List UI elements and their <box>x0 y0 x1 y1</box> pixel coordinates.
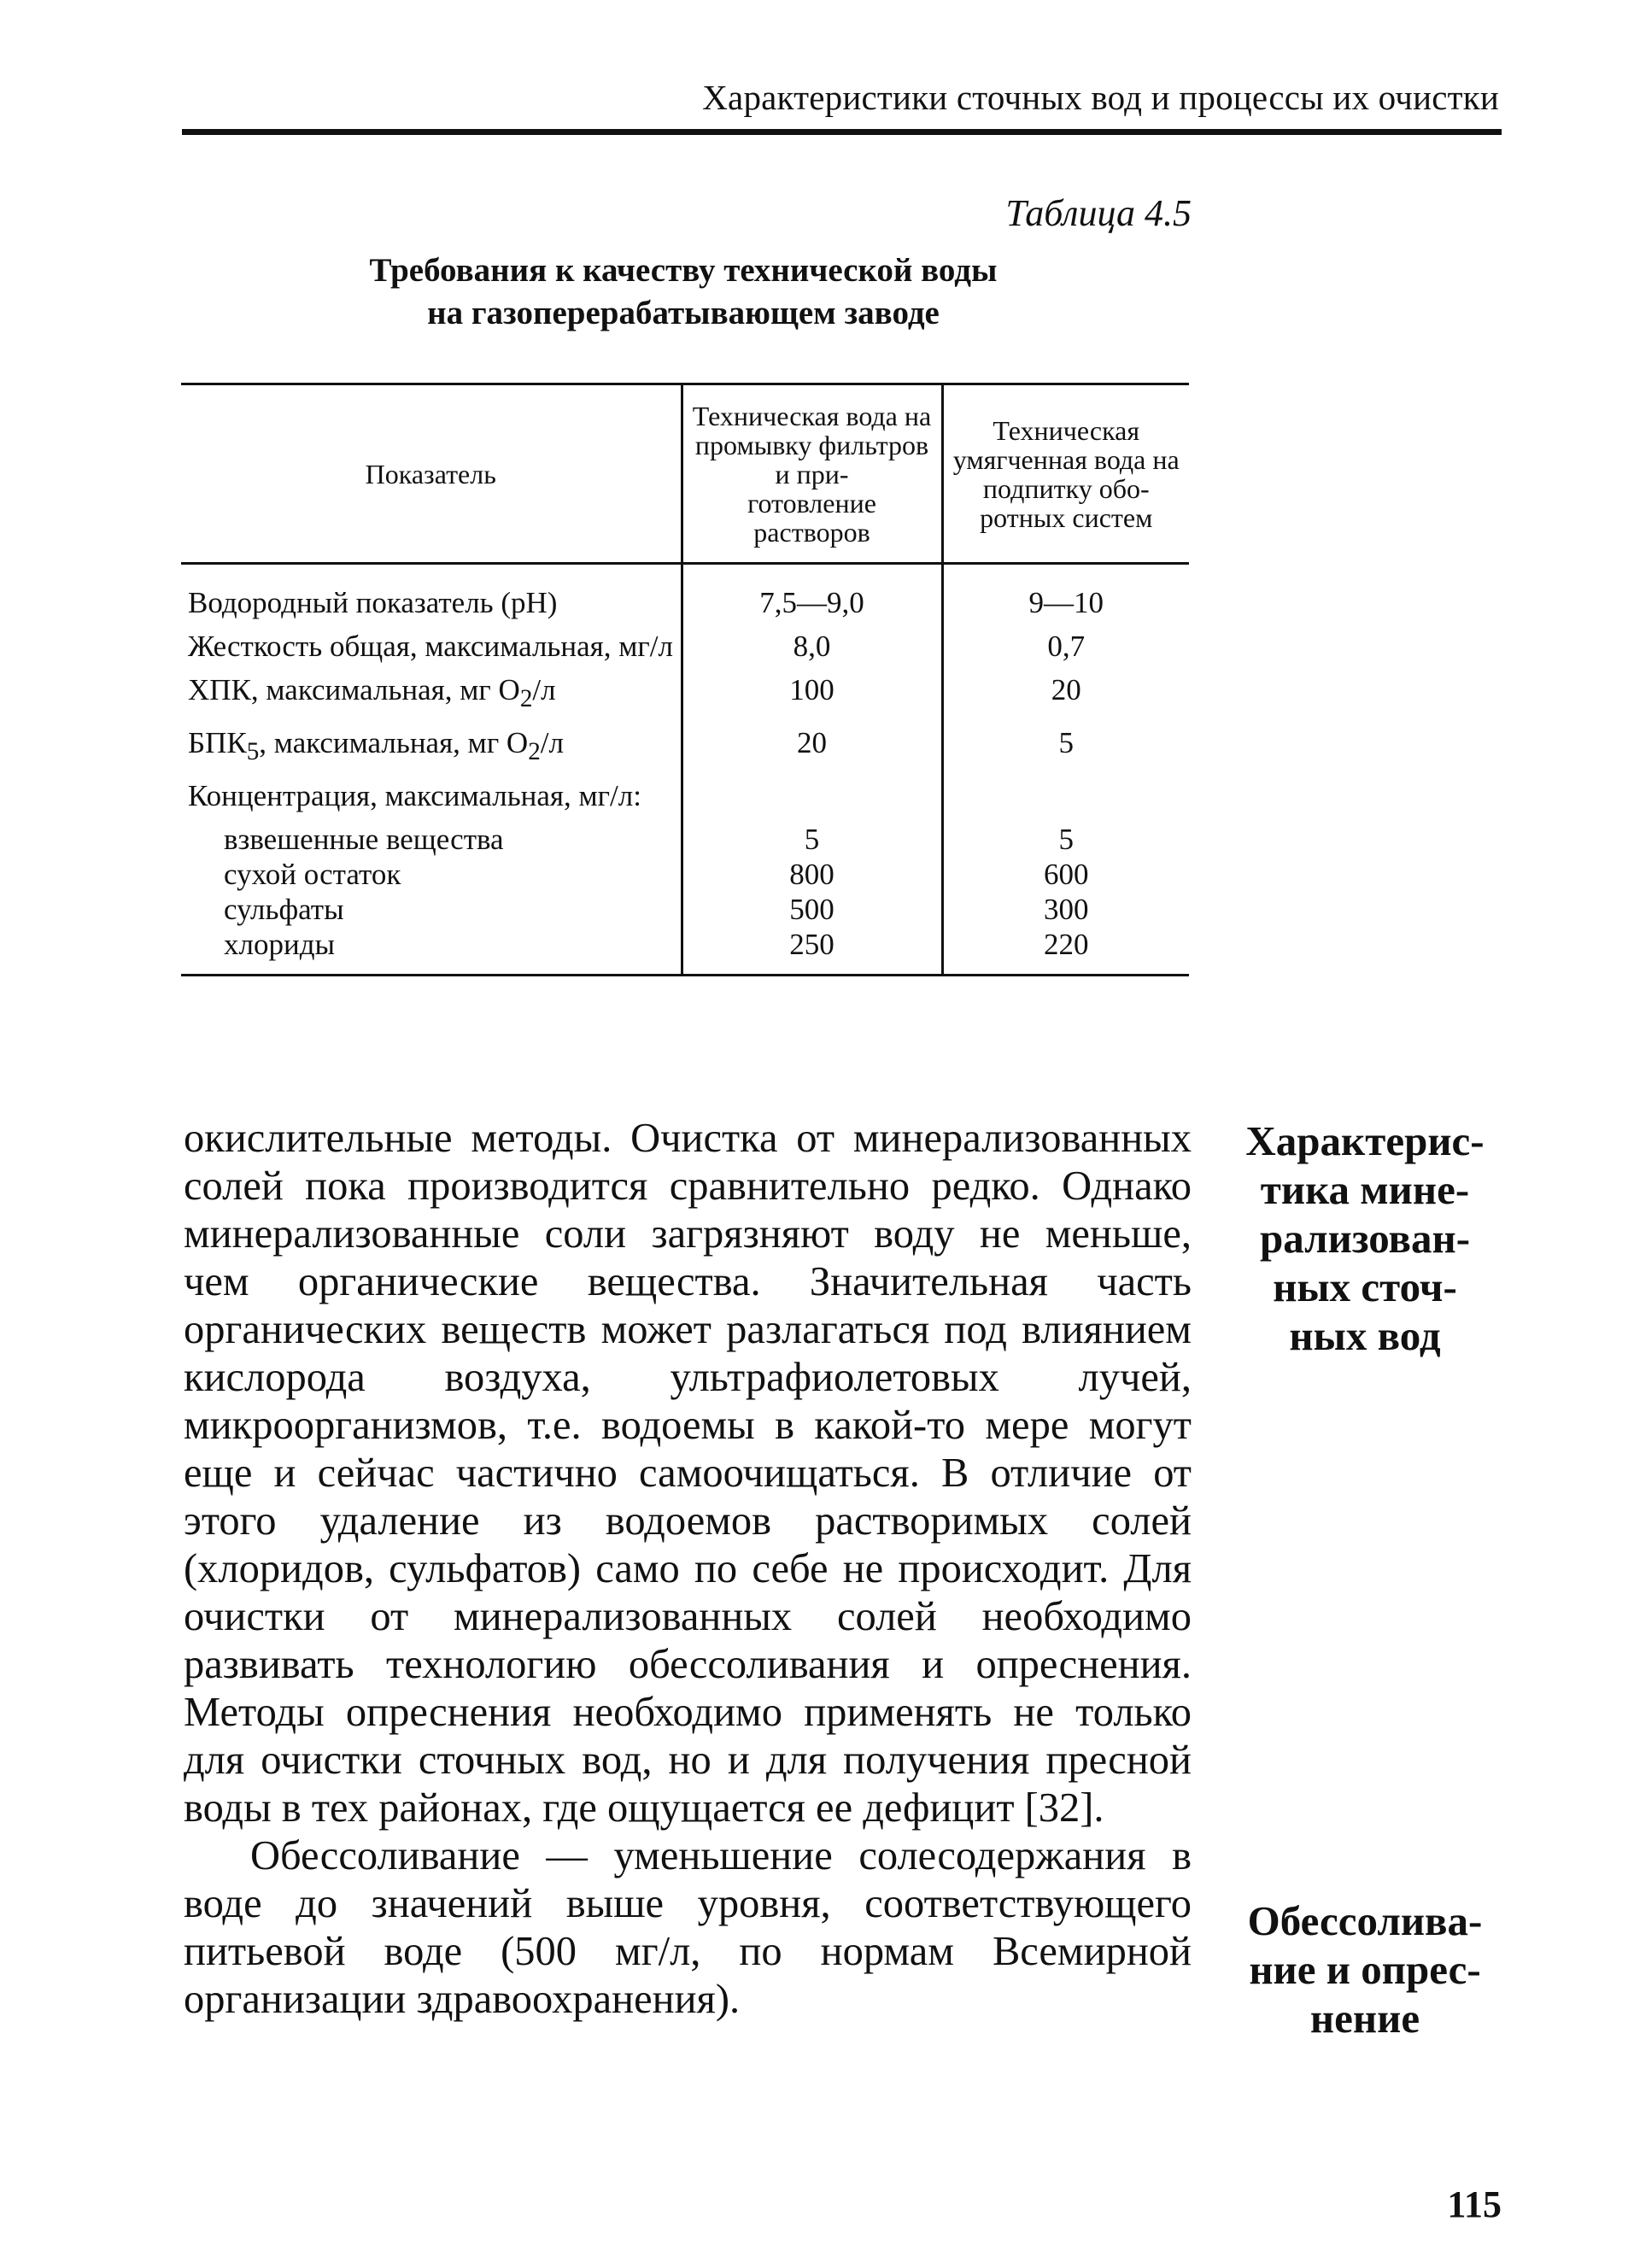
sidenote-line: нение <box>1309 1995 1420 2042</box>
sidenote-line: рализован- <box>1259 1215 1471 1262</box>
row-value-1: 5 <box>682 813 942 857</box>
sidenote-desalination <box>1220 1896 1510 2042</box>
row-value-1: 7,5—9,0 <box>682 564 942 621</box>
row-value-2: 20 <box>942 664 1189 717</box>
row-value-2: 220 <box>942 927 1189 976</box>
row-value-1: 800 <box>682 857 942 892</box>
quality-requirements-table <box>181 383 1189 976</box>
row-value-1: 8,0 <box>682 620 942 664</box>
row-label <box>181 717 682 770</box>
sidenote-line: Обессолива- <box>1247 1897 1483 1944</box>
row-value-2: 0,7 <box>942 620 1189 664</box>
row-value-1: 250 <box>682 927 942 976</box>
table-title <box>184 249 1183 335</box>
cod-label-a: ХПК, максимальная, мг O <box>188 673 520 706</box>
table-title-line-2: на газоперерабатывающем заводе <box>427 295 940 331</box>
table-row <box>181 813 1189 857</box>
row-value-2 <box>942 770 1189 813</box>
body-text <box>184 1115 1192 2024</box>
bod-label-sub-1: 5 <box>246 738 260 765</box>
sidenote-line: тика мине- <box>1260 1166 1470 1213</box>
table-row <box>181 717 1189 770</box>
table-row <box>181 564 1189 621</box>
bod-label-b: , максимальная, мг O <box>259 726 529 759</box>
row-value-2: 5 <box>942 717 1189 770</box>
running-head: Характеристики сточных вод и процессы их очистки <box>702 78 1499 117</box>
cod-label-b: /л <box>532 673 556 706</box>
cod-label-sub: 2 <box>519 685 533 712</box>
table-row <box>181 857 1189 892</box>
table-row <box>181 620 1189 664</box>
sidenote-line: ных вод <box>1289 1312 1441 1359</box>
row-label: сульфаты <box>224 893 344 926</box>
row-label <box>181 664 682 717</box>
row-label: сухой остаток <box>224 858 401 891</box>
page-number: 115 <box>1447 2183 1502 2225</box>
header-softened-water: Техническая умягченная вода на подпитку обо- ротных систем <box>942 384 1189 564</box>
table-row <box>181 770 1189 813</box>
sidenote-line: Характерис- <box>1245 1117 1485 1164</box>
table-row <box>181 927 1189 976</box>
header-filter-wash-water: Техническая вода на промывку фильтров и при- готовление растворов <box>682 384 942 564</box>
row-value-1: 500 <box>682 892 942 927</box>
paragraph-mineralized-salts: окислительные методы. Очистка от минерализованных солей пока производится сравнительно редко. Однако минерализованные соли загрязняют воду не меньше, чем органические вещества. Значительная часть органических веществ может разлагаться под влиянием кислорода воздуха, ультрафиолетовых лучей, микроорганизмов, т.е. водоемы в какой-то мере могут еще и сейчас частично самоочищаться. В отличие от этого удаление из водоемов растворимых солей (хлоридов, сульфатов) само по себе не происходит. Для очистки от минерализованных солей необходимо развивать технологию обессоливания и опреснения. Методы опреснения необходимо применять не только для очистки сточных вод, но и для получения пресной воды в тех районах, где ощущается ее дефицит [32]. <box>184 1116 1192 1831</box>
sidenote-line: ние и опрес- <box>1249 1946 1481 1993</box>
header-rule <box>182 129 1502 135</box>
row-label: хлориды <box>224 928 336 961</box>
row-value-1 <box>682 770 942 813</box>
row-label: взвешенные вещества <box>224 823 504 856</box>
row-label: Концентрация, максимальная, мг/л: <box>188 779 641 812</box>
row-value-2: 9—10 <box>942 564 1189 621</box>
table-row <box>181 892 1189 927</box>
row-value-2: 600 <box>942 857 1189 892</box>
bod-label-a: БПК <box>188 726 247 759</box>
row-label: Жесткость общая, максимальная, мг/л <box>188 630 673 663</box>
sidenote-line: ных сточ- <box>1273 1263 1457 1310</box>
row-value-2: 300 <box>942 892 1189 927</box>
table-number: Таблица 4.5 <box>1005 192 1192 234</box>
sidenote-mineralized-wastewater <box>1220 1116 1510 1360</box>
header-indicator: Показатель <box>181 384 682 564</box>
table-row <box>181 664 1189 717</box>
row-label: Водородный показатель (pH) <box>188 586 558 619</box>
row-value-1: 100 <box>682 664 942 717</box>
table-title-line-1: Требования к качеству технической воды <box>369 252 998 289</box>
bod-label-sub-2: 2 <box>528 738 541 765</box>
row-value-2: 5 <box>942 813 1189 857</box>
paragraph-desalination: Обессоливание — уменьшение солесодержания в воде до значений выше уровня, соответствующего питьевой воде (500 мг/л, по нормам Всемирной организации здравоохранения). <box>184 1833 1192 2022</box>
row-value-1: 20 <box>682 717 942 770</box>
table-header-row <box>181 384 1189 564</box>
bod-label-c: /л <box>540 726 564 759</box>
